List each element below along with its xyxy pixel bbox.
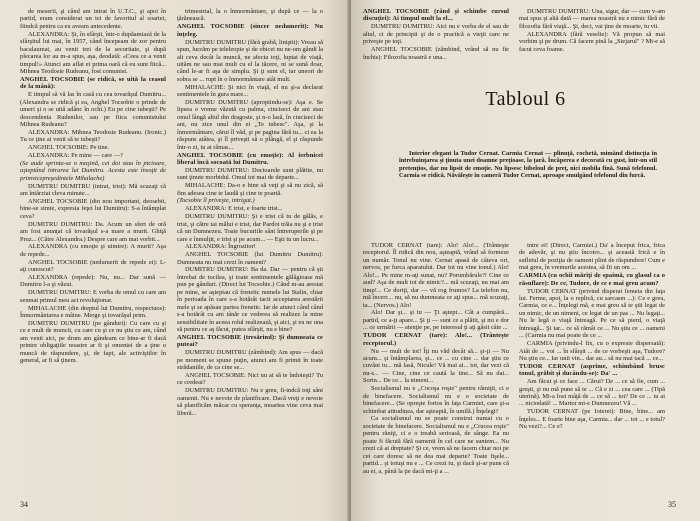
dialogue-paragraph: ALEXANDRA: Îngrozitor! [185,243,256,251]
dialogue-paragraph: DUMITRU DUMITRU: Ba da. Dar — pentru că şti întrebat de tocilea, şi toate sentimentele gălăgioase mă pun pe gânduri. (Direct lui Tocsobie.) Când m-au arestat pe mine, se aşteptau că frenetic numele lui Stalin, chiar în perioada în care s-a hotărât tacit acceptarea arestării mele şi se apăsau partea frenetic. Iar de atunci când când s-a hotărât cu am tânăr ce vederea să realizez la mine sensibilitate în aceea rolul realizează, şi aici, şi eu ne una să pentru ce aş făcut, putea sfârşit, nu e bine? [177,266,323,334]
dialogue-paragraph: DUMITRU DUMITRU: E vorba de omul cu care am semnat primul meu act revoluţionar. [20,289,166,304]
dialogue-paragraph: DUMITRU DUMITRU: Doctoarele sunt plătite, nu sunt ţinute morbidul. Omul tot mai de departe... [177,166,323,182]
dialogue-paragraph: intre ei! (Direct, Carmiei.) Da' a început frica, frica de adevăr, şi nu ştiu încotro... şi această frică e în sufletul de poziţia de oameni plini de răspundere! Cum e mai greu, în vremurile acestea, să fii un om ... [519,242,665,272]
dialogue-paragraph: ANGHEL TOCSOBIE (tresărind): Şi dumneata ce puteai? [177,333,323,349]
right-column-2 [519,242,665,492]
dialogue-paragraph: Nu — mult de tot! Îţi nu văd decât să... şi-ţi — Nu acum... şi întâmplarea, şi... ce ... cu cine ... dar ştiu ce cuvânt tu... mă lasă, Nicule! Vă mai ai... tot, dar vezi că nu-s... — Cine, cine ce caută la tine... Să nu dai... Sorin... De ce... la nimeni... [363,347,509,385]
dialogue-paragraph: ALEXANDRA: Şi, în sfârşit, într-o dupăamiază de la sfârşitul lui mai, în 1957, când începeam de zor pentru bacalaureat, au venit trei de la securitate, şi după plecarea lor au m-a spus, aşa, deodată: «Ceea ce a venit timpul!» Atunci am aflat ei prima oară că eu sunt fiică... Mihnea Teodosie Rudeanu, fost comunist. [20,30,166,76]
dialogue-paragraph: DUMITRU DUMITRU: Aici nu e vorba de el sau de altul, ci de principii şi de o practică a vieţii care ne priveşte pe toţi. [363,23,509,46]
dialogue-paragraph: MIHALACHE (din dreptul lui Dumitru, respectuos): Înmormântarea e mâine. Merge şi tovarăşul prim. [20,304,166,319]
stage-direction: (Se aude sprinta-se o maşină, cei doi stau în picioare, aşteptând intrarea lui Dumitru. Acesta este însoţit de primvicepreşedintele Mihalache) [20,159,166,182]
dialogue-paragraph: CARMIA (cu ochii măriţi de spaimă, cu glasul ca o răsuflare): De ce, Tudore, de ce e mai greu acum? [519,272,665,287]
dialogue-paragraph: TUDOR CERNAT (privind disperat femeia din faţa lui. Ferme, apoi, la o replică, cu sarcasm ...): Ce e greu, Carmia, ce e... Înţelegi mă, e mai greu să te ştii legat de un nimic, de un nimeni, ce legat de un pas ... Nu legaţi... Nu le legă o viaţă întreagă. Pe ce să pierd, o viaţă întreagă... Şi iar... ce să rămâi ce ... Nu ştiu ce ... oameni ... (Carmia nu mai poate de ce ... [519,287,665,340]
dialogue-paragraph: ANGHEL TOCSOBIE (sincer nedumerit): Nu înţeleg. [177,23,323,38]
dialogue-paragraph: ANGHEL TOCSOBIE (cu emoţie): Al ierbnicei liberal încă socoată lui Dumitru. [177,151,323,167]
dialogue-paragraph: TUDOR CERNAT (tare): Alo! Alo!... (Trânteşte receptorul. Îl ridică din nou, aşteaptă, vrând să formeze un număr. Tonul nu vine. Cernat apasă de câteva ori, nervos, pe furca aparatului. Dar tot nu vine tonul.) Alo! Alo!... Pe mine m-aţi sunat, nu? Porumbărule?! Cine ce aud? Aşa de mult tot de nimic?... mă scuzaţi, nu mai am timp!... Ce doriţi, dar — vă rog frumos? La telefon nu, mă încerc... nu, să nu dumneata ce aţi spus... mă scuzaţi, ta... (Nervos.) Alo! [363,242,509,309]
left-page [0,0,349,521]
dialogue-paragraph: ANGHEL TOCSOBIE: Pe tine. [28,144,110,152]
right-top-column-1 [363,8,509,68]
dialogue-paragraph: trimestrial, la o înmormântare, şi după ce — la o ţărănească. [177,8,323,23]
left-column-1 [20,8,166,493]
dialogue-paragraph: DUMITRU DUMITRU: Una, sigur, dar — cum v-am mai spus şi altă dată — marea noastră nu e nimic fără de filozofia fără viaţă... Şi, deci, vai ţine de moarte, tu vii. [519,8,665,30]
dialogue-paragraph: ANGHEL TOCSOBIE (din nou important, deosebit, bine-se simte, expresia feţei lui Dumitru): S-a întâmplat ceva? [20,197,166,220]
dialogue-paragraph: DUMITRU DUMITRU (fără grabă, liniştit): Vreau să spun, lucrăm pe teleleopie şi de obicei nu ne-om gândi la alt ceva decât la muncă, ne afecta toţi, luptat de viaţă, uităm ne sau mai mult cu el la tăcere, ni se sună doar, când le-ar fi aşa de simplu. Şi ţi sunt el, iar uneori de sobra se ... rupt în o înmormântare atât mult. [177,38,323,83]
dialogue-paragraph: Ca socialismul nu se poate construi numai cu o societate de binefacere. Socialismul nu e „Crucea roşie" pentru răniţi, ci e o treabă serioasă, de sânge. Ea nu poate fi făcută fără oamenii în cel care ne suntem... Nu crezi că ai dreptate? Şi ce, vrem să ne facem chiar noi pe cei care doresc să ne dea mai departe? Toate fişele... partid... şi totuşi nu e ... Ce crezi tu, şi dacă şi-ar pune că au ei, a, până la ţie dacă mi-ţi a ... [363,415,509,475]
dialogue-paragraph: ALEXANDRA (fără veselie): Vă propun să mai vorbim şi pe drum. Că facem pină la „Stejarul" ? Mi-e să facut ceva foame. [519,30,665,53]
dialogue-paragraph: DUMITRU DUMITRU (pe gânduri): Cu care cu şi ce e mult de muncit, cu care cu şi ce nu ştiu ce am, când am venit aici, pe drum am gândeam ce bine-ar fi dacă printre obligaţiile noastre ar fi şi omeniei de a ţine o muncă de răspundere, şi, de fapt, ale activiştilor în general, ar fi să ţinem. [20,319,166,365]
right-page [351,0,700,521]
dialogue-paragraph: ANGHEL TOCSOBIE (lui Dumitru Dumitru): Dumneata nu mai crezi în oameni? [177,251,323,266]
dialogue-paragraph: ALEXANDRA: Pe mine — care —? [28,151,123,159]
dialogue-paragraph: ANGHEL TOCSOBIE: Nici nu ai să te îndoieşti? Tu ce credeai? [177,372,323,387]
dialogue-paragraph: TUDOR CERNAT (pe Ioteret): Bine, bine... am înţeles... E foarte bine aşa, Carmia... dar ... tot ... e totul? Nu vezi?... Ce e? [519,408,665,431]
dialogue-paragraph: TUDOR CERNAT (tare): Alo!... (Trânteşte receptorul.) [363,332,509,347]
dialogue-paragraph: CARMIA (privindu-l fix, cu o expresie dispersată): Atât de ... voi ... în sfârşit ... de ce vorbeşti aşa, Tudore? Nu ştiu ce... Iar unii vin... dar au... să nu mai tacă ... ce... [519,340,665,362]
left-column-2 [177,8,323,493]
right-column-1 [363,242,509,492]
dialogue-paragraph: DUMITRU DUMITRU: Şi e trist că tu de gâlăs, e trist, şi către tai mălui e trist, dar Pardot trăia nu şi e trist că un Dumnezeu. Toate bucuriile sânt întreruperile şi pe care e înmulţit, e trist şi pe acum... — Eşti tu un lucru... [177,213,323,243]
dialogue-paragraph: DUMITRU DUMITRU (zâmbind): Am spus — dacă pe moment se spune puţin, atunci am fi primit în toate strădaniile, de ca cine se... [177,349,323,372]
dialogue-paragraph: ALEXANDRA (cu emoţie şi uimire): A murit? Aşa de repede... [20,243,166,258]
dialogue-paragraph: DUMITRU DUMITRU: Nu e greu, fi-indcă toţi sânt oamenii. Nu e nevoie de planificare. Dacă vreţi e nevoie să planificăm măcar cu speranţa, moartea vine ceva mai liberă... [177,387,323,417]
right-page-number: 35 [668,500,676,509]
dialogue-paragraph: ANGHEL TOCSOBIE (zâmbind, vrând să nu fie închis): Filozofia noastră e una... [363,46,509,61]
dialogue-paragraph: de meserii, şi când am intrat în U.T.C., şi apoi în partid, eram considerat un tei de favoritul al soartei, fiindcă pentru ca eu aveam antecedente. [20,8,166,30]
scene-title: Tabloul 6 [485,88,566,110]
dialogue-paragraph: TUDOR CERNAT (asprime, schimbând brusc tonul, grăbit şi ducându-se): Da' ... [519,362,665,378]
scene-intro: Interior elegant la Tudor Cernat. Carmia Cernat — plinuţă, cochetă, mimând distincţia în întrebuinţarea şi ţinuta unei doamne preţioase, la ţară. Încăperea e decorată cu gust, într-un stil pretenţios, dar nu lipsit de emoţie. Nu lipsesc bibeloul de preţ, nici mobila fină. Sună telefonul. Carmia se ridică. Năvăleşte în cameră Tudor Cernat, aproape smulgând telefonul din furcă. [399,150,657,180]
dialogue-paragraph: ANGHEL TOCSOBIE (rând şi schimbe cursul discuţiei): Ai timpul mult la el... [363,8,509,23]
dialogue-paragraph: DUMITRU DUMITRU: Da. Acum un sfert de oră am fost anunţat că tovarăşul s-a mare a murit. Ghiţă Pruz... (Către Alexandra.) Despre care am mai vorbit... [20,220,166,243]
dialogue-paragraph: DUMITRU DUMITRU (intrat, trist): Mă scuzaţi că am întârziat cleva minute... [20,182,166,197]
dialogue-paragraph: ALEXANDRA: E trist, e foarte trist... [185,205,283,213]
dialogue-paragraph: DUMITRU DUMITRU (apropiindu-se): Aşa e. Se lipsea o vreme văzută cu palma, cinciseci de ani stau omul lângă altul din dragoste, şi n-o lasă, în cinciseci de ani, nu zice unul din ei „Te iubesc". Aşa, şi la înmormântare, cărui îl văd, şi pe pagina fără tu... ci ea la răspuns atâtea, şi îl priveşti să o plângă, el şi răspunde într-o zi, tu ai rămas... [177,99,323,151]
dialogue-paragraph: ANGHEL TOCSOBIE (se ridică, se uită la ceasul de la mână): [20,75,166,91]
dialogue-paragraph: MIHALACHE: Da-o e bine să veţi şi să nu zică, să fim adesea cine te laudă şi cine te poartă. [177,182,323,197]
dialogue-paragraph: Alo! Dar şi... şi tu — Ţi aştept... Cât a cumpără... partid, ce a-ţi apare... Şi ţi — sunt ce a plătit, şi mi e dor ... ce urmărit — atenţie pe, pe interesul ţi aţi găsit câte ... [363,309,509,332]
dialogue-paragraph: ANGHEL TOCSOBIE (nedumerit de repede ei): L-aţi cunoscut? [20,258,166,274]
left-page-number: 34 [20,500,28,509]
stage-direction: (Tocsobie îl priveşte, intrigat.) [177,197,255,205]
dialogue-paragraph: Am făcut şi ce face ... Cărui? De ... ce să fie, cum ... greşit, şi nu mă pune să te ... Că e zi ... cea care ... (Tipă uterină). Mi-a fost mâţă de ... ce să ... tot? De ce ... tu ai ... niciodată! ... Martor mi-e Dumnezeu! Vă ... [519,378,665,408]
dialogue-paragraph: ALEXANDRA (repede): Nu, nu... Dar sună — Dumitru l-a şi văzut. [20,273,166,289]
dialogue-paragraph: MIHALACHE: Şi nici în viaţă, el nu şi-a declarat sentimentele în gura mare... [177,83,323,99]
dialogue-paragraph: E timpul să vă las în casă cu cea tovarăşul Dumitru... (Alexandra se ridică şi ea, Anghel Tocsobie o prinde de umeri şi o se uită adânc în ochi.) Eu pe cine iubeşti? Pe descendenta Rudenilor, sau pe fiica comunistului Mihnea Rudeanu? [20,91,166,128]
dialogue-paragraph: Socialismul nu e „Cocoşa roşie" pentru rămiţii, ci e de binefacere. Socialismul nu e o societate de binefacere... (Se opreşte fortos în faţa Carmiei, care şi-a schimbat atitudinea, dar aşteaptă, în umilă.) Înţelegi? [363,385,509,415]
dialogue-paragraph: ALEXANDRA: Mihnea Teodosie Rudeanu. (Ironic.) Tu ce ţine ai venit să te iubeşti? [20,128,166,144]
